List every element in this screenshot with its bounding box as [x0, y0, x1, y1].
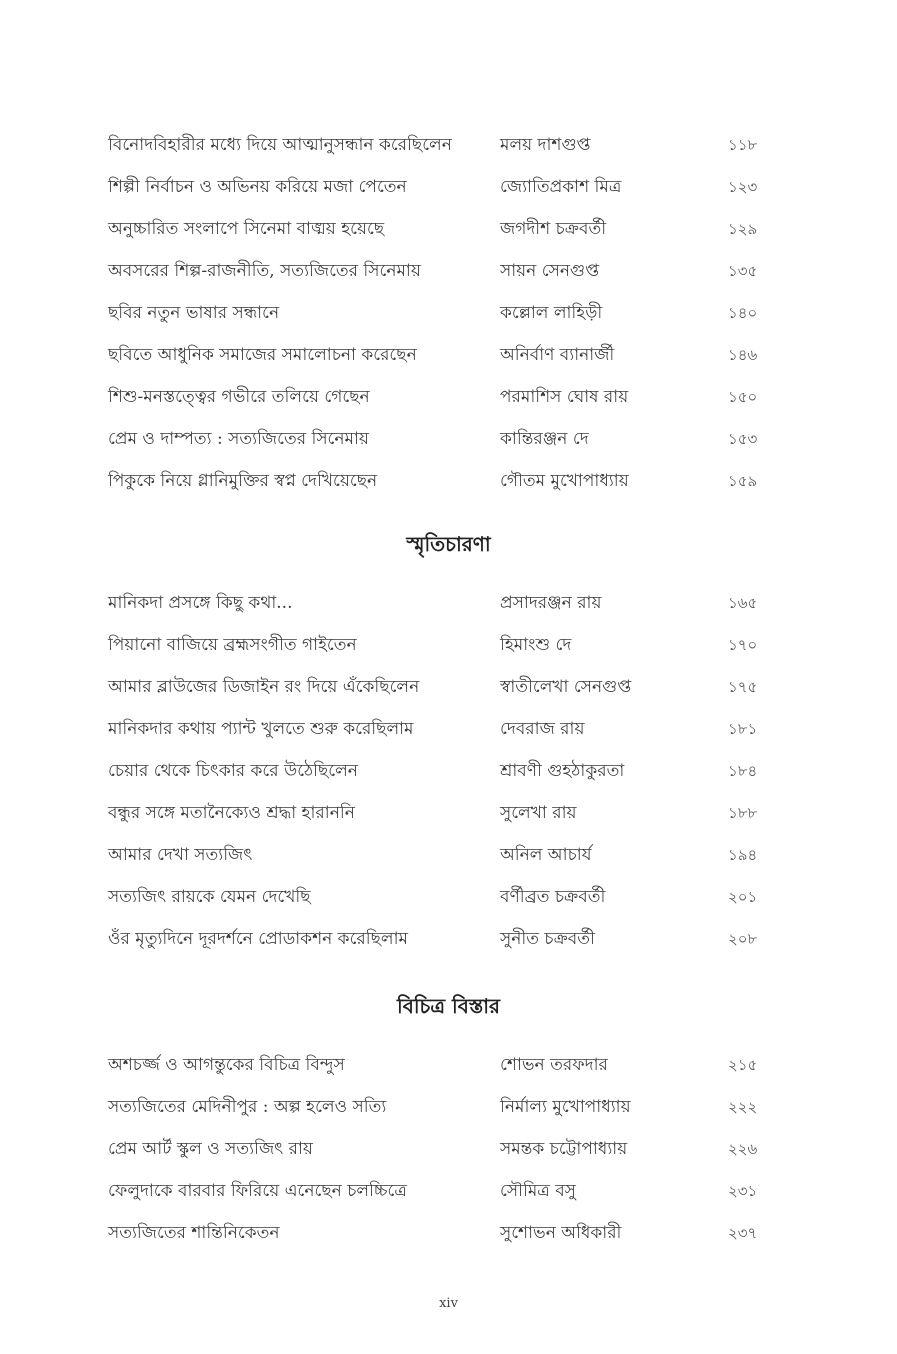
- entry-page-number: ১৩৫: [728, 262, 758, 280]
- entry-title: মানিকদা প্রসঙ্গে কিছু কথা...: [108, 593, 293, 613]
- entry-page-number: ২৩১: [728, 1182, 758, 1200]
- entry-author: বর্ণীব্রত চক্রবর্তী: [500, 887, 606, 907]
- toc-entry: [0, 708, 897, 750]
- entry-page-number: ১৪০: [728, 304, 758, 322]
- entry-page-number: ১৮১: [728, 720, 758, 738]
- entry-page-number: ১৭৫: [728, 678, 758, 696]
- toc-entry: [0, 1212, 897, 1254]
- entry-title: প্রেম আর্ট স্কুল ও সত্যজিৎ রায়: [108, 1139, 313, 1159]
- entry-author: সমন্তক চট্টোপাধ্যায়: [500, 1139, 628, 1159]
- entry-title: বিনোদবিহারীর মধ্যে দিয়ে আত্মানুসন্ধান করেছিলেন: [108, 135, 452, 155]
- entry-title: শিশু-মনস্তত্ত্বের গভীরে তলিয়ে গেছেন: [108, 387, 370, 407]
- entry-author: নির্মাল্য মুখোপাধ্যায়: [500, 1097, 631, 1117]
- section-heading-smritichorona: স্মৃতিচারণা: [406, 532, 491, 556]
- entry-page-number: ১৬৫: [728, 594, 758, 612]
- entry-author: কল্লোল লাহিড়ী: [500, 303, 603, 323]
- entry-author: সায়ন সেনগুপ্ত: [500, 261, 600, 281]
- entry-author: সুলেখা রায়: [500, 803, 577, 823]
- entry-page-number: ১৫৩: [728, 430, 758, 448]
- entry-title: সত্যজিৎ রায়কে যেমন দেখেছি: [108, 887, 311, 907]
- entry-author: শ্রাবণী গুহঠাকুরতা: [500, 761, 625, 781]
- entry-page-number: ১৮৮: [728, 804, 758, 822]
- entry-author: অনিল আচার্য: [500, 845, 592, 865]
- entry-title: ওঁর মৃত্যুদিনে দূরদর্শনে প্রোডাকশন করেছিলাম: [108, 929, 408, 949]
- entry-author: মলয় দাশগুপ্ত: [500, 135, 591, 155]
- entry-page-number: ২২৬: [728, 1140, 758, 1158]
- entry-title: প্রেম ও দাম্পত্য : সত্যজিতের সিনেমায়: [108, 429, 369, 449]
- entry-page-number: ১২৩: [728, 178, 758, 196]
- toc-entry: [0, 918, 897, 960]
- entry-page-number: ১২৯: [728, 220, 758, 238]
- toc-entry: [0, 292, 897, 334]
- toc-entry: [0, 460, 897, 502]
- entry-author: সুনীত চক্রবর্তী: [500, 929, 595, 949]
- toc-entry: [0, 750, 897, 792]
- entry-author: কান্তিরঞ্জন দে: [500, 429, 589, 449]
- entry-author: জগদীশ চক্রবর্তী: [500, 219, 607, 239]
- toc-entry: [0, 624, 897, 666]
- entry-title: পিকুকে নিয়ে গ্লানিমুক্তির স্বপ্ন দেখিয়েছেন: [108, 471, 378, 491]
- entry-author: জ্যোতিপ্রকাশ মিত্র: [500, 177, 622, 197]
- toc-entry: [0, 1128, 897, 1170]
- toc-entry: [0, 792, 897, 834]
- entry-title: অশচর্জ্জ ও আগন্তুকের বিচিত্র বিন্দুস: [108, 1055, 345, 1075]
- entry-title: সত্যজিতের শান্তিনিকেতন: [108, 1223, 280, 1243]
- toc-entry: [0, 418, 897, 460]
- entry-author: স্বাতীলেখা সেনগুপ্ত: [500, 677, 632, 697]
- toc-entry: [0, 1086, 897, 1128]
- entry-page-number: ২২২: [728, 1098, 758, 1116]
- entry-page-number: ১৮৪: [728, 762, 758, 780]
- toc-entry: [0, 166, 897, 208]
- entry-author: প্রসাদরঞ্জন রায়: [500, 593, 602, 613]
- toc-entry: [0, 250, 897, 292]
- entry-author: পরমাশিস ঘোষ রায়: [500, 387, 629, 407]
- entry-title: পিয়ানো বাজিয়ে ব্রহ্মসংগীত গাইতেন: [108, 635, 357, 655]
- toc-entry: [0, 376, 897, 418]
- toc-entry: [0, 124, 897, 166]
- entry-page-number: ২০৮: [728, 930, 758, 948]
- entry-author: সুশোভন অধিকারী: [500, 1223, 622, 1243]
- toc-entry: [0, 582, 897, 624]
- entry-title: শিল্পী নির্বাচন ও অভিনয় করিয়ে মজা পেতেন: [108, 177, 407, 197]
- entry-page-number: ১৯৪: [728, 846, 758, 864]
- entry-page-number: ২৩৭: [728, 1224, 758, 1242]
- entry-title: বন্ধুর সঙ্গে মতানৈক্যেও শ্রদ্ধা হারাননি: [108, 803, 355, 823]
- entry-title: আমার ব্লাউজের ডিজাইন রং দিয়ে এঁকেছিলেন: [108, 677, 420, 697]
- toc-entry: [0, 208, 897, 250]
- entry-title: ছবির নতুন ভাষার সন্ধানে: [108, 303, 280, 323]
- toc-entry: [0, 334, 897, 376]
- toc-entry: [0, 1170, 897, 1212]
- entry-title: ফেলুদাকে বারবার ফিরিয়ে এনেছেন চলচ্চিত্রে: [108, 1181, 407, 1201]
- entry-title: অনুচ্চারিত সংলাপে সিনেমা বাঙ্ময় হয়েছে: [108, 219, 385, 239]
- page-number: xiv: [439, 1296, 458, 1311]
- entry-title: আমার দেখা সত্যজিৎ: [108, 845, 253, 865]
- entry-author: সৌমিত্র বসু: [500, 1181, 576, 1201]
- entry-title: চেয়ার থেকে চিৎকার করে উঠেছিলেন: [108, 761, 358, 781]
- entry-title: মানিকদার কথায় প্যান্ট খুলতে শুরু করেছিলাম: [108, 719, 414, 739]
- entry-title: ছবিতে আধুনিক সমাজের সমালোচনা করেছেন: [108, 345, 417, 365]
- entry-page-number: ১৪৬: [728, 346, 758, 364]
- entry-author: হিমাংশু দে: [500, 635, 572, 655]
- toc-entry: [0, 666, 897, 708]
- entry-page-number: ১৫০: [728, 388, 758, 406]
- entry-author: শোভন তরফদার: [500, 1055, 608, 1075]
- entry-author: অনির্বাণ ব্যানার্জী: [500, 345, 615, 365]
- entry-author: দেবরাজ রায়: [500, 719, 585, 739]
- entry-page-number: ১৫৯: [728, 472, 758, 490]
- toc-entry: [0, 1044, 897, 1086]
- toc-entry: [0, 876, 897, 918]
- entry-title: সত্যজিতের মেদিনীপুর : অল্প হলেও সত্যি: [108, 1097, 387, 1117]
- entry-title: অবসরের শিল্প-রাজনীতি, সত্যজিতের সিনেমায়: [108, 261, 421, 281]
- entry-page-number: ২১৫: [728, 1056, 758, 1074]
- entry-page-number: ২০১: [728, 888, 758, 906]
- entry-author: গৌতম মুখোপাধ্যায়: [500, 471, 629, 491]
- toc-entry: [0, 834, 897, 876]
- entry-page-number: ১১৮: [728, 136, 758, 154]
- entry-page-number: ১৭০: [728, 636, 758, 654]
- section-heading-bichitro-bistar: বিচিত্র বিস্তার: [396, 994, 501, 1018]
